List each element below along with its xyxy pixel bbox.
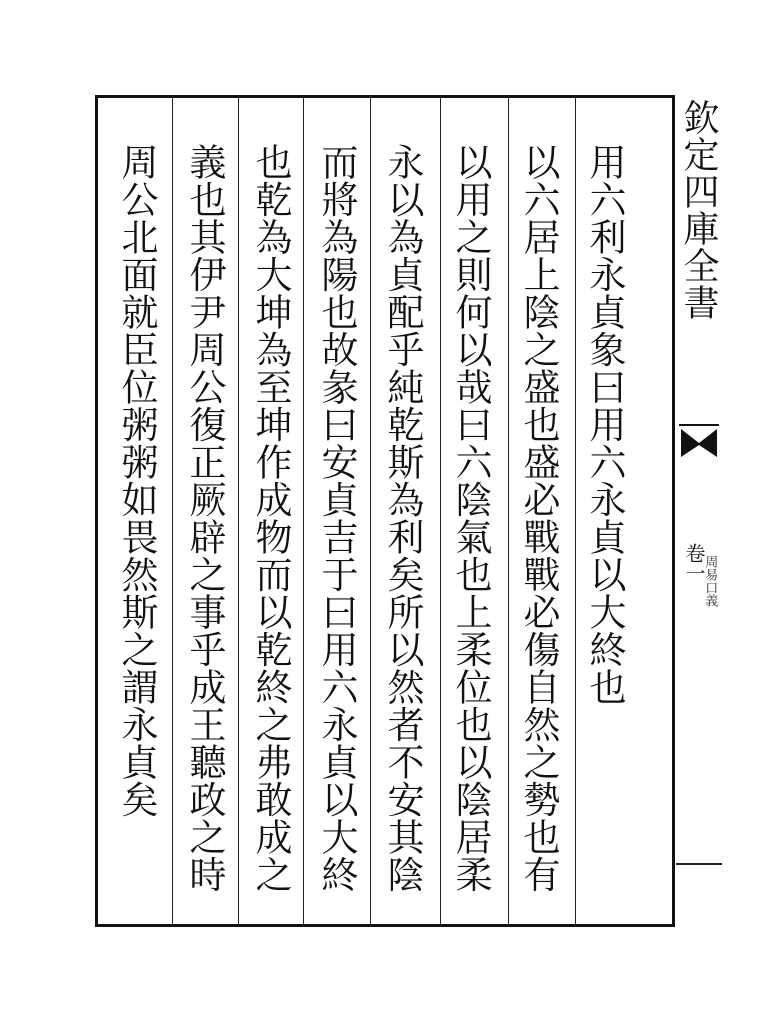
text-column-4: 永以為貞配乎純乾斯為利矣所以然者不安其陰 bbox=[381, 143, 424, 893]
text-column-2: 以六居上陰之盛也盛必戰戰必傷自然之勢也有 bbox=[517, 143, 560, 893]
text-column-8: 周公北面就臣位粥粥如畏然斯之謂永貞矣 bbox=[115, 143, 158, 818]
volume-label: 卷一 bbox=[682, 543, 706, 583]
fish-tail-mark-icon bbox=[679, 423, 719, 461]
column-rule bbox=[440, 95, 441, 927]
margin-divider bbox=[676, 863, 722, 865]
column-rule bbox=[370, 95, 371, 927]
column-rule bbox=[575, 95, 576, 927]
page-margin-column bbox=[676, 95, 724, 927]
collection-title: 欽定四庫全書 bbox=[678, 99, 719, 321]
column-rule bbox=[238, 95, 239, 927]
book-name: 周易口義 bbox=[702, 555, 718, 607]
text-column-5: 而將為陽也故彖曰安貞吉于曰用六永貞以大終 bbox=[315, 143, 358, 893]
column-rule bbox=[303, 95, 304, 927]
text-column-1: 用六利永貞象曰用六永貞以大終也 bbox=[583, 143, 626, 706]
text-column-6: 也乾為大坤為至坤作成物而以乾終之弗敢成之 bbox=[249, 143, 292, 893]
text-column-3: 以用之則何以哉曰六陰氣也上柔位也以陰居柔 bbox=[449, 143, 492, 893]
text-column-7: 義也其伊尹周公復正厥辟之事乎成王聽政之時 bbox=[183, 143, 226, 893]
column-rule bbox=[508, 95, 509, 927]
column-rule bbox=[172, 95, 173, 927]
